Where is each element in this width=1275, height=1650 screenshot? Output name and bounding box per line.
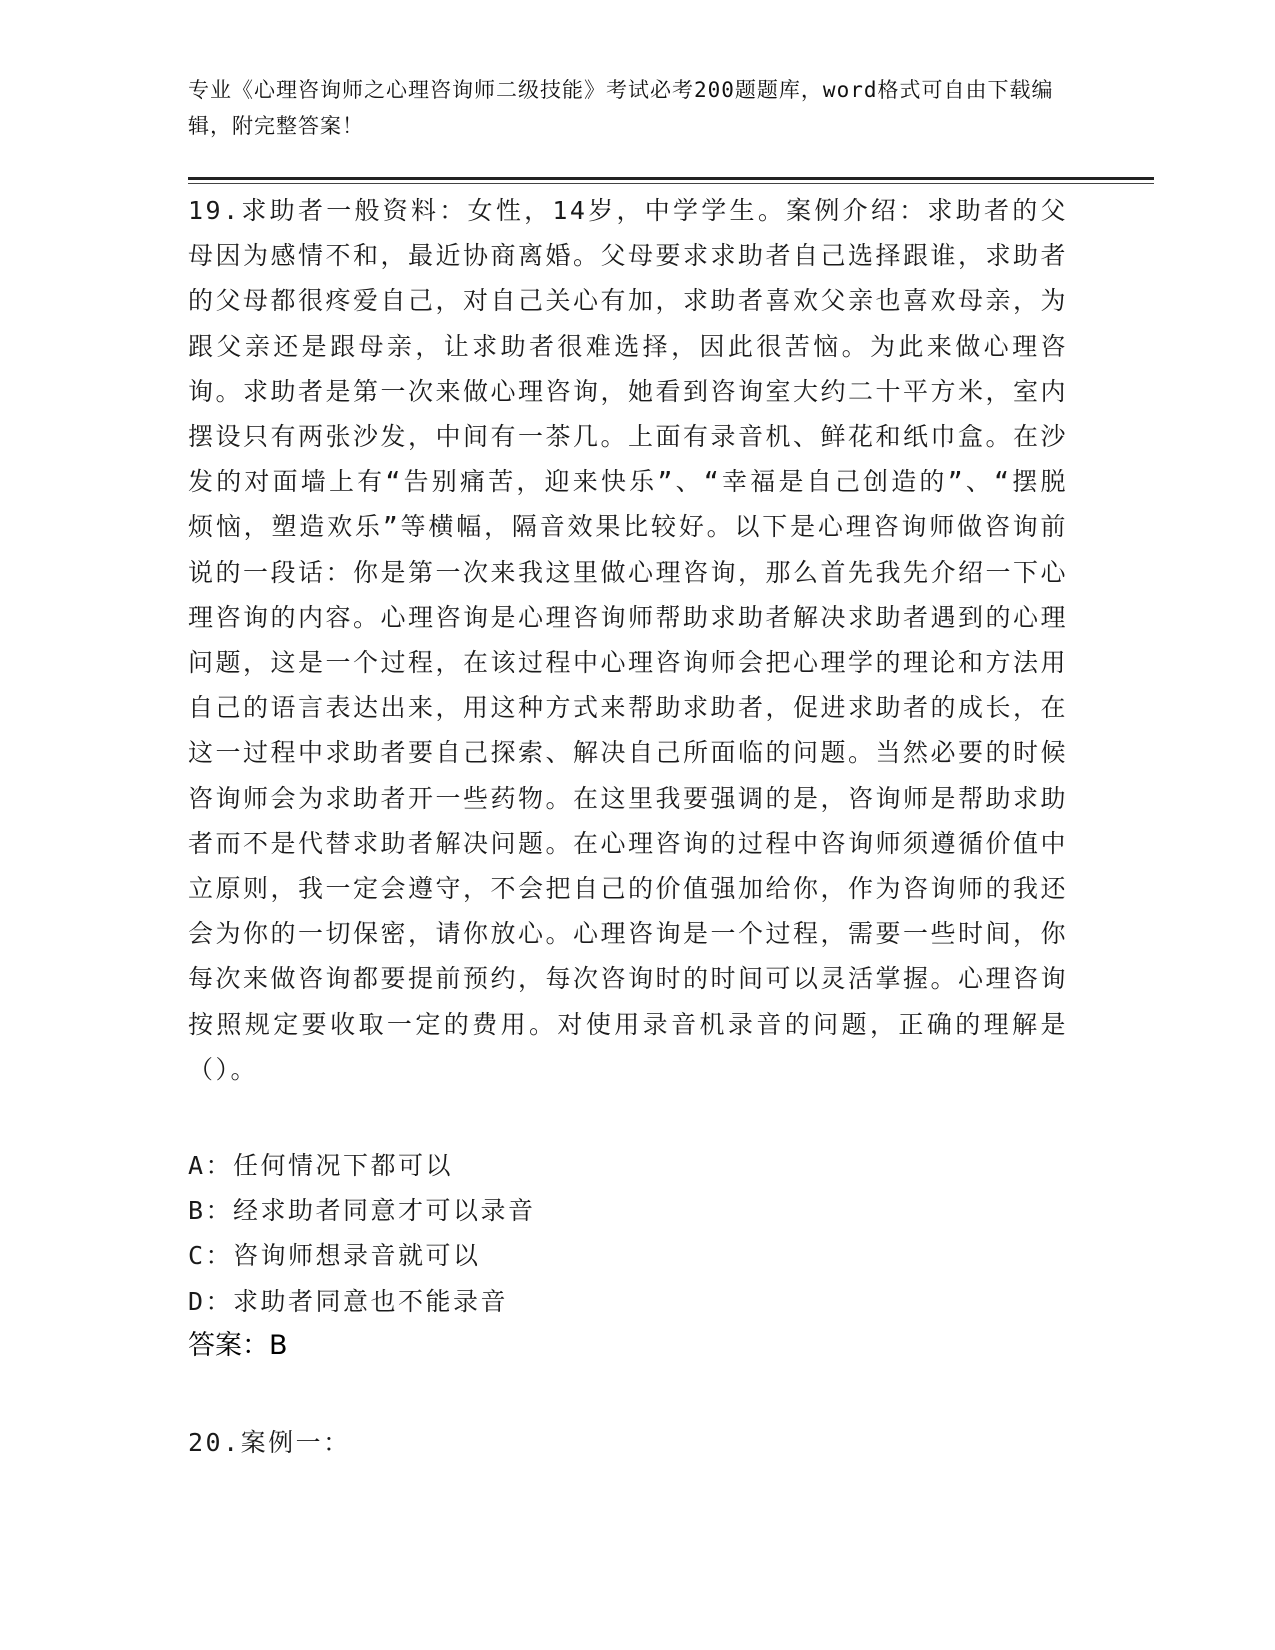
question-19-answer: 答案：B	[188, 1330, 288, 1361]
header-divider-thin	[188, 183, 1154, 184]
option-d: D：求助者同意也不能录音	[188, 1286, 509, 1316]
document-header	[188, 72, 1088, 144]
option-b: B：经求助者同意才可以录音	[188, 1196, 536, 1226]
option-a: A：任何情况下都可以	[188, 1151, 454, 1180]
option-c: C：咨询师想录音就可以	[188, 1241, 481, 1271]
question-19-text: 19.求助者一般资料：女性，14岁，中学学生。案例介绍：求助者的父母因为感情不和，最近协商离婚。父母要求求助者自己选择跟谁，求助者的父母都很疼爱自己，对自己关心有加，求助者喜欢父亲也喜欢母亲，为跟父亲还是跟母亲，让求助者很难选择，因此很苦恼。为此来做心理咨询。求助者是第一次来做心理咨询，她看到咨询室大约二十平方米，室内摆设只有两张沙发，中间有一茶几。上面有录音机、鲜花和纸巾盒。在沙发的对面墙上有“告别痛苦，迎来快乐”、“幸福是自己创造的”、“摆脱烦恼，塑造欢乐”等横幅，隔音效果比较好。以下是心理咨询师做咨询前说的一段话：你是第一次来我这里做心理咨询，那么首先我先介绍一下心理咨询的内容。心理咨询是心理咨询师帮助求助者解决求助者遇到的心理问题，这是一个过程，在该过程中心理咨询师会把心理学的理论和方法用自己的语言表达出来，用这种方式来帮助求助者，促进求助者的成长，在这一过程中求助者要自己探索、解决自己所面临的问题。当然必要的时候咨询师会为求助者开一些药物。在这里我要强调的是，咨询师是帮助求助者而不是代替求助者解决问题。在心理咨询的过程中咨询师须遵循价值中立原则，我一定会遵守，不会把自己的价值强加给你，作为咨询师的我还会为你的一切保密，请你放心。心理咨询是一个过程，需要一些时间，你每次来做咨询都要提前预约，每次咨询时的时间可以灵活掌握。心理咨询按照规定要收取一定的费用。对使用录音机录音的问题，正确的理解是（）。	[188, 196, 1069, 1084]
question-20-text: 20.案例一：	[188, 1428, 351, 1457]
header-title: 专业《心理咨询师之心理咨询师二级技能》考试必考200题题库，word格式可自由下载编辑，附完整答案！	[188, 78, 1054, 138]
header-divider-thick	[188, 177, 1154, 180]
question-19-options	[188, 1143, 536, 1324]
